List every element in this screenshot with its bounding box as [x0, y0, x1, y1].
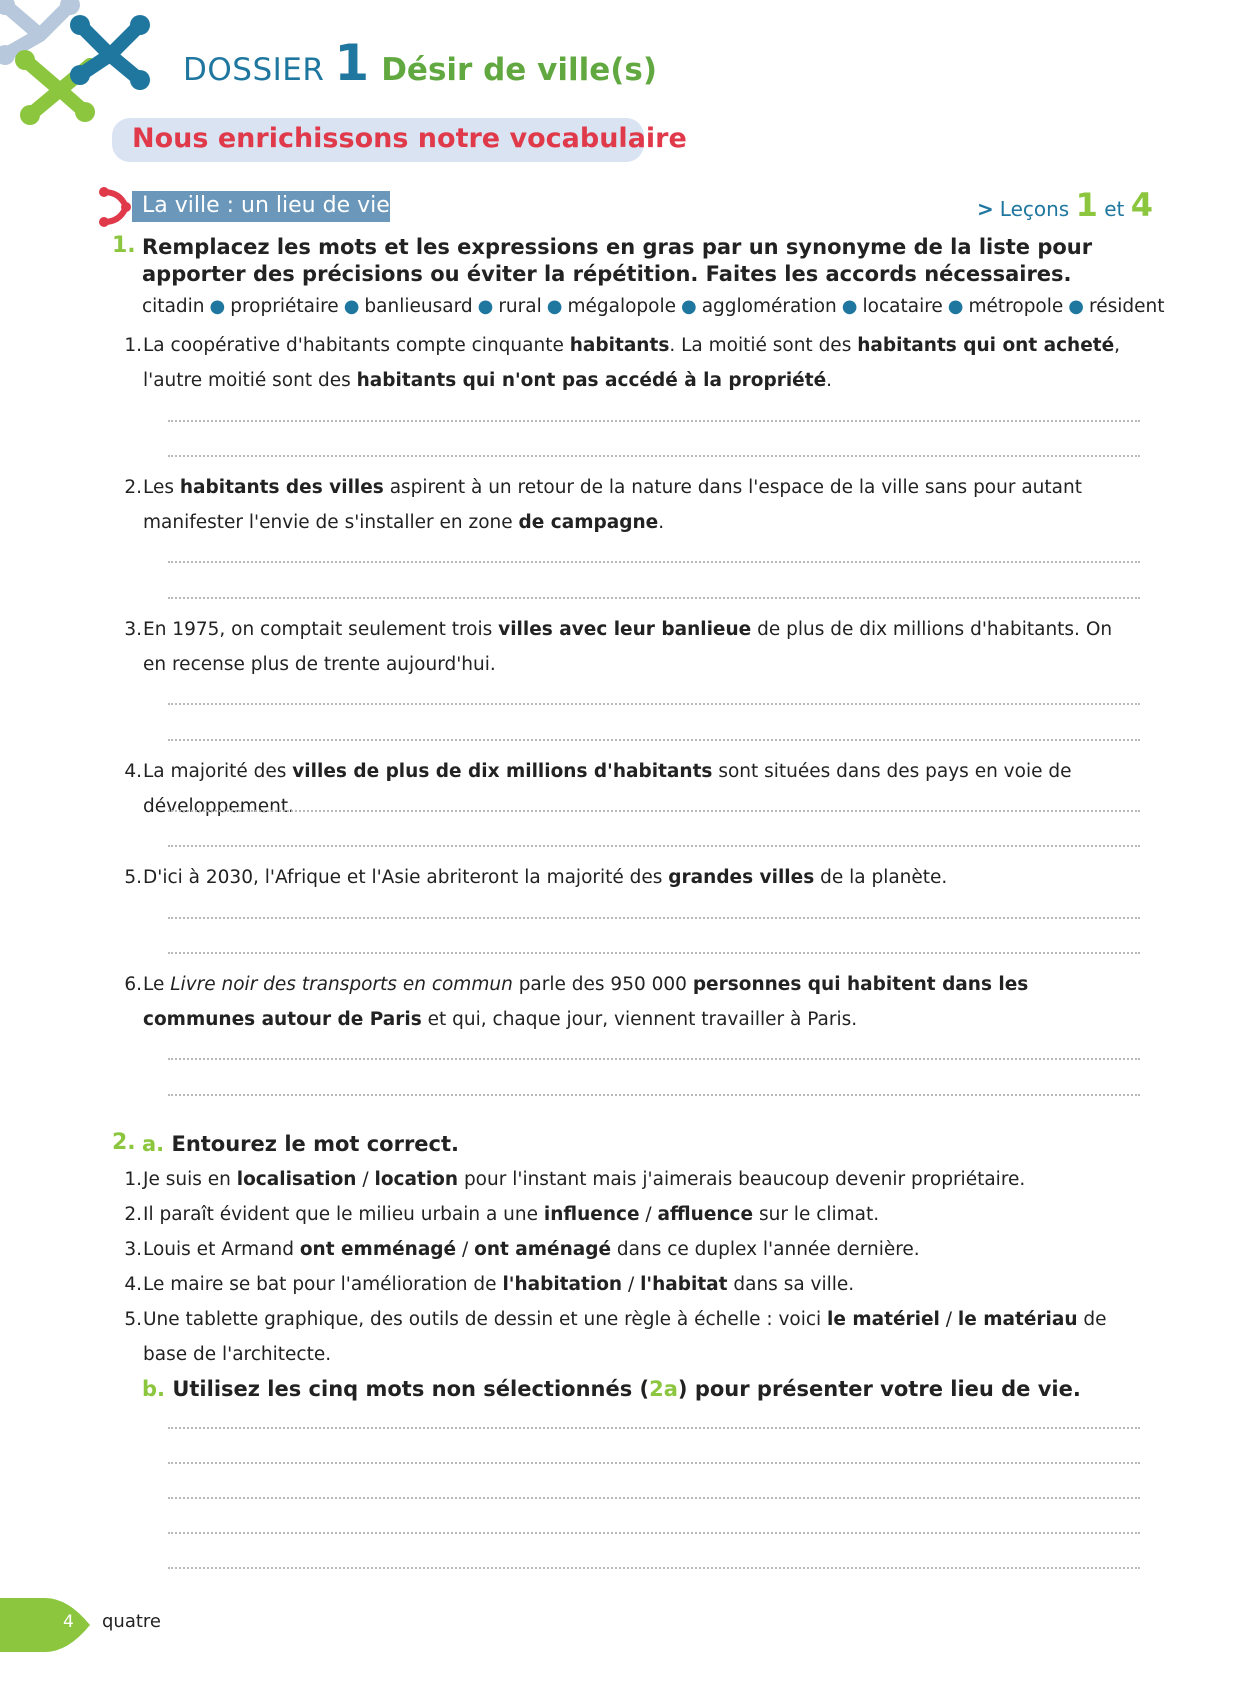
word-choice[interactable]: le matériau — [957, 1309, 1078, 1330]
word-choice[interactable]: ont emménagé — [299, 1239, 457, 1260]
answer-line[interactable] — [168, 455, 1140, 457]
answer-line[interactable] — [168, 597, 1140, 599]
exercise-1-instruction: Remplacez les mots et les expressions en gras par un synonyme de la liste pour apporter des précisions ou éviter la répétition. Faites les accords nécessaires. — [142, 235, 1093, 286]
section-pill-text: Nous enrichissons notre vocabulaire — [132, 123, 687, 154]
answer-line[interactable] — [168, 810, 1140, 812]
word: rural — [498, 296, 542, 317]
answer-line[interactable] — [168, 1094, 1140, 1096]
dossier-word: DOSSIER — [183, 52, 325, 88]
word: citadin — [142, 296, 205, 317]
section-title: La ville : un lieu de vie — [142, 193, 390, 218]
page-number: 4 — [63, 1612, 74, 1632]
section-title-bar — [132, 191, 390, 222]
list-item: 5. Une tablette graphique, des outils de dessin et une règle à échelle : voici le matériel / le matériau de base de l'architecte. — [124, 1309, 1107, 1365]
list-item: 6. Le Livre noir des transports en commun parle des 950 000 personnes qui habitent dans les communes autour de Paris et qui, chaque jour, viennent travailler à Paris. — [124, 974, 1029, 1030]
dossier-logo — [0, 0, 160, 125]
answer-line[interactable] — [168, 703, 1140, 705]
word: banlieusard — [364, 296, 473, 317]
word-choice[interactable]: affluence — [657, 1204, 754, 1225]
answer-line[interactable] — [168, 845, 1140, 847]
lecons-label: Leçons — [999, 197, 1070, 221]
list-item: 3. En 1975, on comptait seulement trois villes avec leur banlieue de plus de dix millions d'habitants. On en recense plus de trente aujourd'hui. — [124, 619, 1113, 675]
answer-line[interactable] — [168, 952, 1140, 954]
answer-line[interactable] — [168, 1497, 1140, 1499]
list-item: 1. La coopérative d'habitants compte cinquante habitants. La moitié sont des habitants qui ont acheté, l'autre moitié sont des habitants qui n'ont pas accédé à la propriété. — [124, 335, 1121, 391]
word: métropole — [968, 296, 1064, 317]
dossier-header — [183, 34, 657, 92]
lecons-reference — [977, 186, 1153, 224]
answer-line[interactable] — [168, 420, 1140, 422]
word-choice[interactable]: influence — [543, 1204, 640, 1225]
page-word: quatre — [102, 1611, 162, 1632]
dossier-number: 1 — [334, 34, 370, 92]
answer-line[interactable] — [168, 739, 1140, 741]
exercise-2-number: 2. — [112, 1130, 136, 1155]
word: résident — [1089, 296, 1165, 317]
word-choice[interactable]: ont aménagé — [474, 1239, 612, 1260]
word: locataire — [862, 296, 943, 317]
lecons-and: et — [1104, 197, 1125, 221]
answer-line[interactable] — [168, 1462, 1140, 1464]
word-list: citadin ● propriétaire ● banlieusard ● rural ● mégalopole ● agglomération ● locataire ● métropole ● résident — [142, 296, 1165, 317]
list-item: 2. Les habitants des villes aspirent à un retour de la nature dans l'espace de la ville sans pour autant manifester l'envie de s'installer en zone de campagne. — [124, 477, 1082, 533]
exercise-1-number: 1. — [112, 233, 136, 258]
answer-line[interactable] — [168, 1427, 1140, 1429]
word-choice[interactable]: l'habitat — [640, 1274, 728, 1295]
answer-line[interactable] — [168, 1058, 1140, 1060]
word: agglomération — [701, 296, 837, 317]
list-item: 5. D'ici à 2030, l'Afrique et l'Asie abriteront la majorité des grandes villes de la planète. — [124, 867, 948, 888]
page-number-shape — [0, 1598, 95, 1652]
exercise-2a-heading: a. Entourez le mot correct. — [142, 1132, 460, 1156]
chevron-right-icon: > — [977, 197, 994, 221]
answer-line[interactable] — [168, 1567, 1140, 1569]
section-pill — [112, 118, 687, 162]
dossier-title: Désir de ville(s) — [381, 52, 658, 88]
word: propriétaire — [230, 296, 339, 317]
lecons-second: 4 — [1130, 186, 1153, 224]
answer-line[interactable] — [168, 561, 1140, 563]
lecons-first: 1 — [1075, 186, 1098, 224]
word-choice[interactable]: location — [374, 1169, 459, 1190]
exercise-2b-heading: b. Utilisez les cinq mots non sélectionnés (2a) pour présenter votre lieu de vie. — [142, 1377, 1081, 1401]
word-choice[interactable]: le matériel — [827, 1309, 940, 1330]
answer-line[interactable] — [168, 917, 1140, 919]
answer-line[interactable] — [168, 1532, 1140, 1534]
word: mégalopole — [567, 296, 676, 317]
list-item: 4. La majorité des villes de plus de dix millions d'habitants sont situées dans des pays en voie de développement. — [124, 761, 1072, 817]
word-choice[interactable]: l'habitation — [502, 1274, 623, 1295]
word-choice[interactable]: localisation — [236, 1169, 357, 1190]
